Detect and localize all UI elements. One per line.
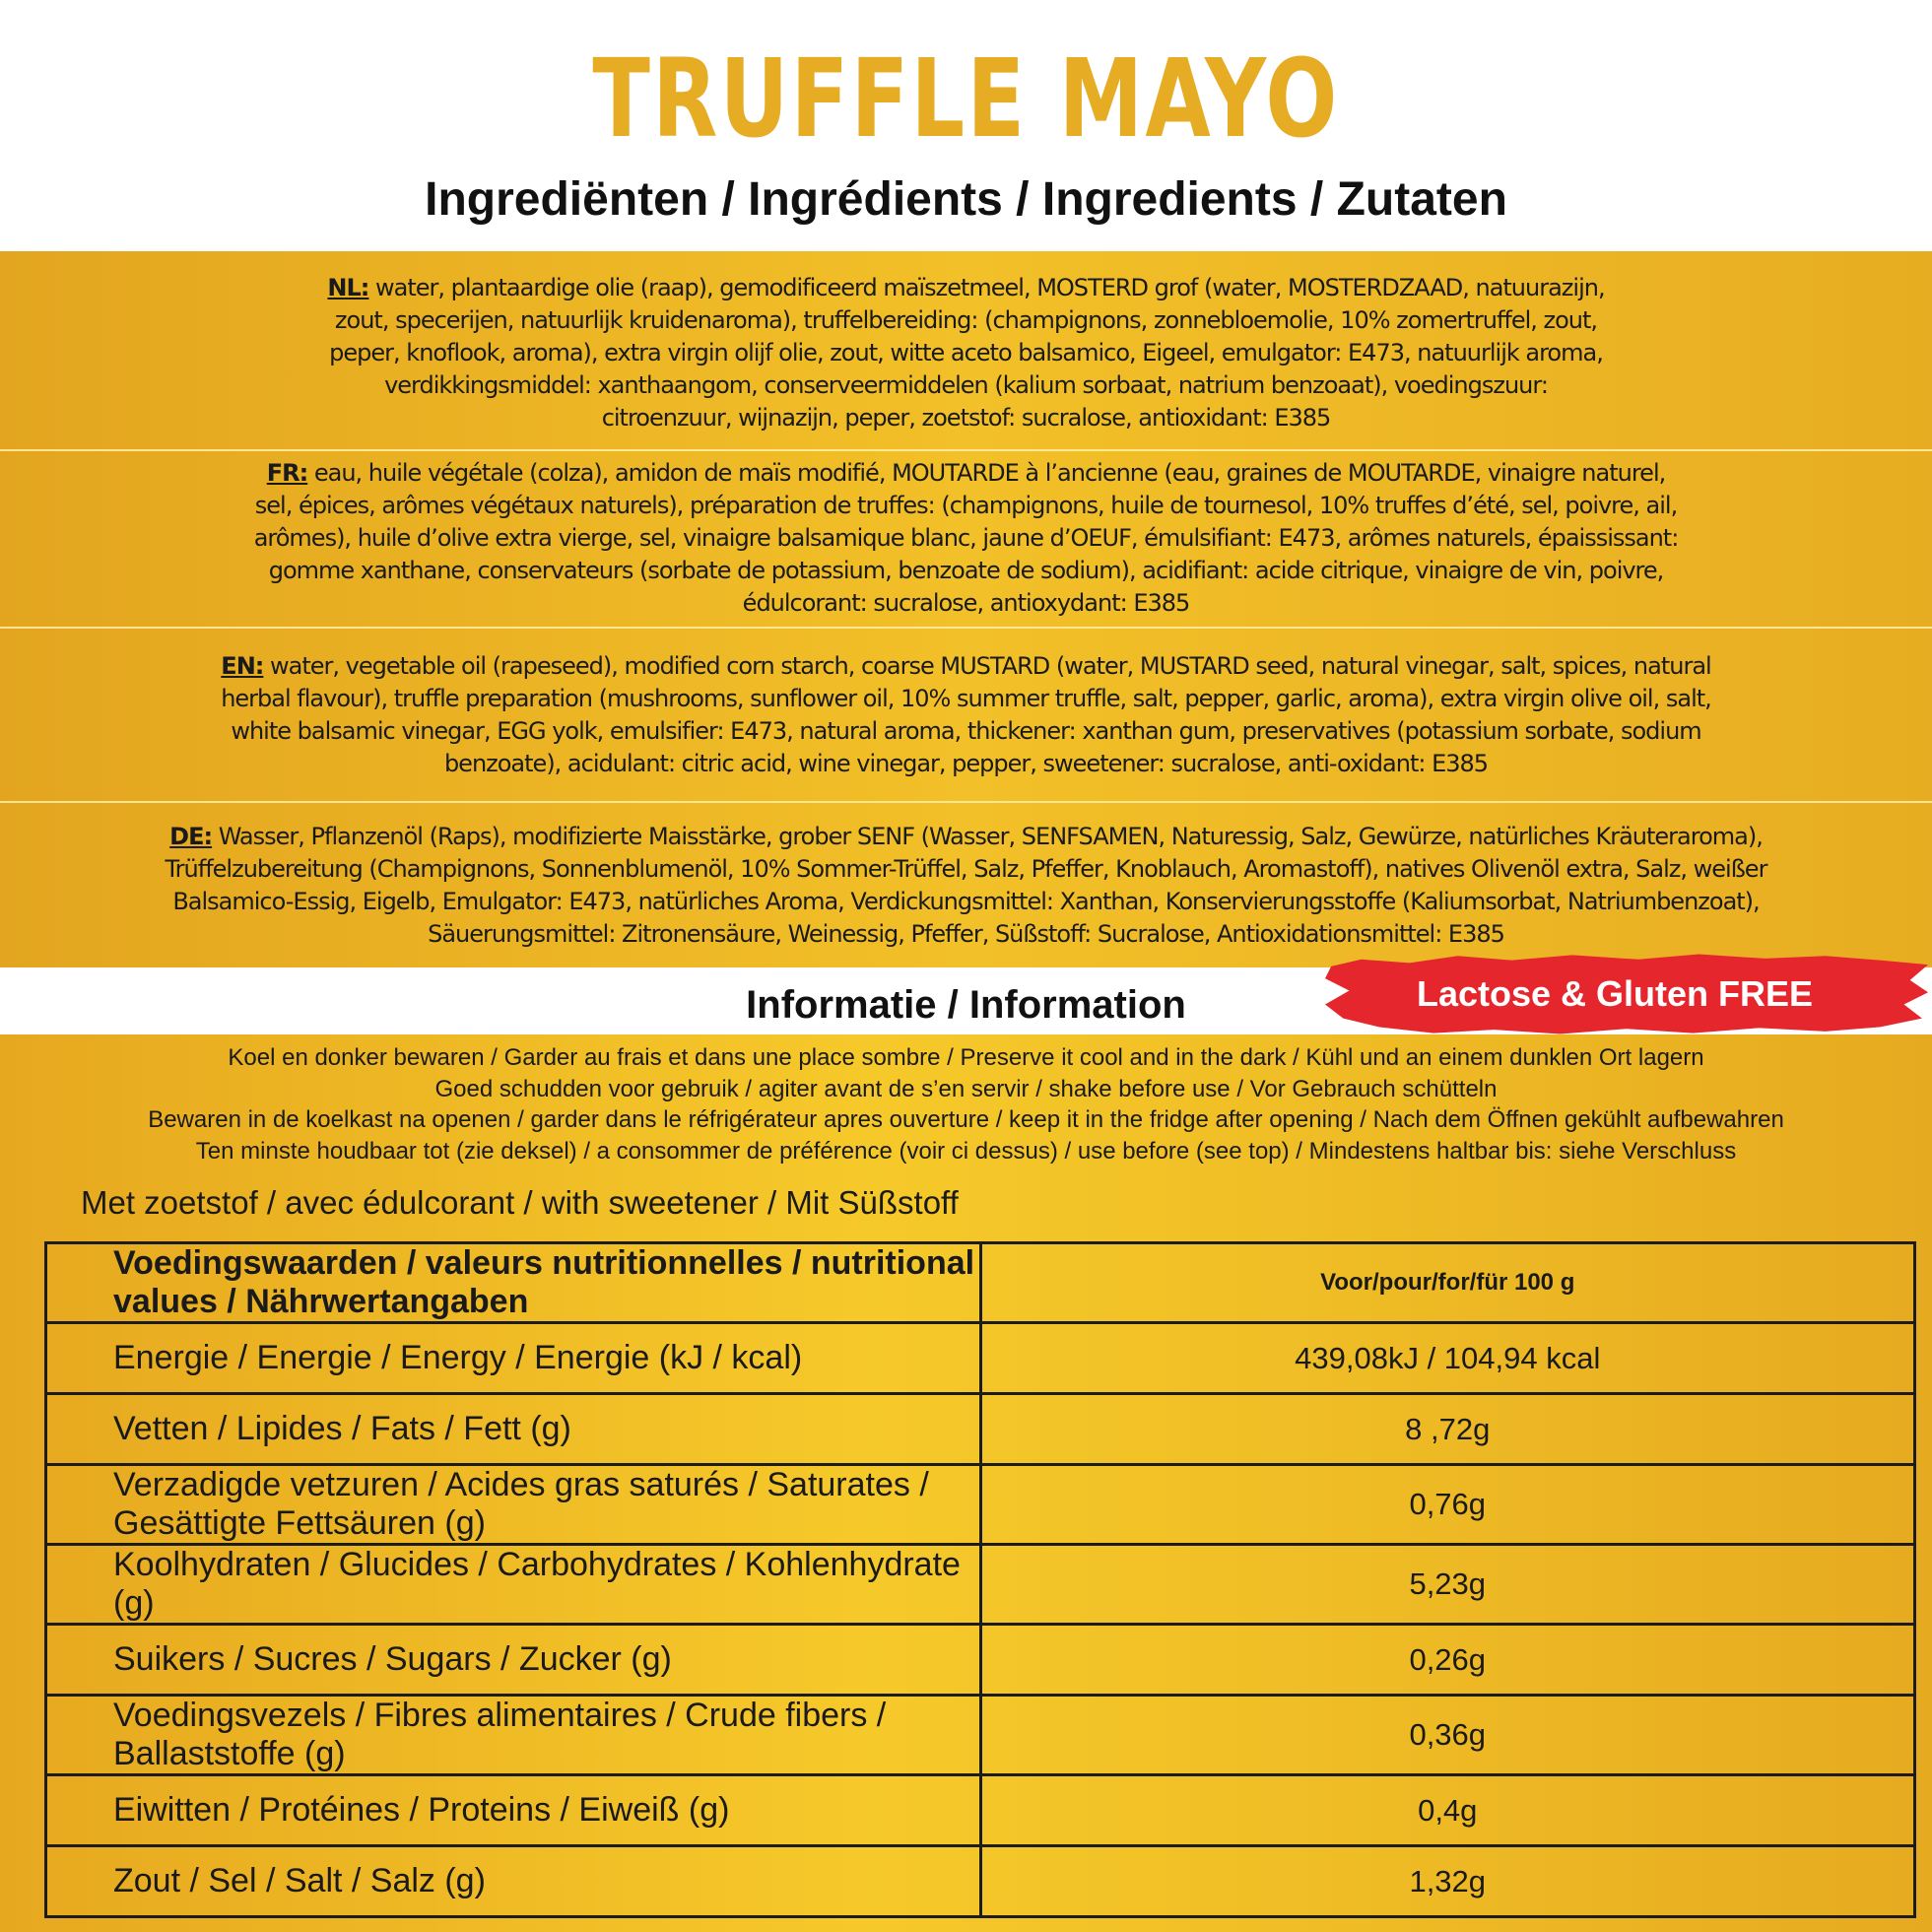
ingredients-heading: Ingrediënten / Ingrédients / Ingredients / Zutaten	[425, 173, 1507, 226]
ingredients-en-line: water, vegetable oil (rapeseed), modified corn starch, coarse MUSTARD (water, MUSTARD seed, natural vinegar, salt, spices, natural	[270, 651, 1711, 680]
nutrition-row	[46, 1775, 1915, 1846]
ingredients-fr	[59, 452, 1873, 625]
ingredients-nl-line: peper, knoflook, aroma), extra virgin olijf olie, zout, witte aceto balsamico, Eigeel, emulgator: E473, natuurlijk aroma,	[329, 338, 1603, 366]
ingredients-fr-line: sel, épices, arômes végétaux naturels), préparation de truffes: (champignons, huile de tournesol, 10% truffes d’été, sel, poivre, ail,	[254, 492, 1678, 519]
nutrition-header-row	[46, 1243, 1915, 1323]
ingredients-fr-line: édulcorant: sucralose, antioxydant: E385	[742, 589, 1190, 617]
badge-label: Lactose & Gluten FREE	[1416, 973, 1814, 1014]
ingredients-fr-line: eau, huile végétale (colza), amidon de maïs modifié, MOUTARDE à l’ancienne (eau, graines de MOUTARDE, vinaigre naturel,	[313, 459, 1666, 487]
nutrition-row	[46, 1323, 1915, 1394]
nutrient-value: 439,08kJ / 104,94 kcal	[980, 1323, 1915, 1394]
ingredients-de-code: DE:	[169, 822, 213, 850]
storage-line: Koel en donker bewaren / Garder au frais et dans une place sombre / Preserve it cool and in the dark / Kühl und an einem dunklen Ort lagern	[228, 1044, 1704, 1071]
nutrient-value: 0,36g	[980, 1696, 1915, 1775]
ingredients-de-line: Wasser, Pflanzenöl (Raps), modifizierte Maisstärke, grober SENF (Wasser, SENFSAMEN, Naturessig, Salz, Gewürze, natürliches Kräuteraroma),	[218, 822, 1763, 850]
ingredients-nl-line: verdikkingsmiddel: xanthaangom, conserveermiddelen (kalium sorbaat, natrium benzoaat), voedingszuur:	[384, 370, 1548, 399]
nutrient-value: 1,32g	[980, 1846, 1915, 1917]
ingredients-en-line: herbal flavour), truffle preparation (mushrooms, sunflower oil, 10% summer truffle, salt, pepper, garlic, aroma), extra virgin olive oil, salt,	[221, 684, 1711, 712]
nutrient-label: Zout / Sel / Salt / Salz (g)	[46, 1846, 981, 1917]
nutrition-table	[44, 1241, 1916, 1918]
ingredients-en-code: EN:	[221, 651, 264, 680]
information-heading: Informatie / Information	[746, 983, 1186, 1027]
ingredients-en	[59, 630, 1873, 800]
nutrition-row	[46, 1846, 1915, 1917]
nutrient-value: 8 ,72g	[980, 1394, 1915, 1465]
nutrient-label: Voedingsvezels / Fibres alimentaires / Crude fibers / Ballaststoffe (g)	[46, 1696, 981, 1775]
nutrient-label: Verzadigde vetzuren / Acides gras saturés / Saturates / Gesättigte Fettsäuren (g)	[46, 1465, 981, 1545]
ingredients-nl-line: zout, specerijen, natuurlijk kruidenaroma), truffelbereiding: (champignons, zonnebloemolie, 10% zomertruffel, zout,	[334, 305, 1598, 334]
nutrition-row	[46, 1394, 1915, 1465]
nutrition-row	[46, 1625, 1915, 1696]
storage-line: Ten minste houdbaar tot (zie deksel) / a consommer de préférence (voir ci dessus) / use before (see top) / Mindestens haltbar bis: siehe Verschluss	[195, 1137, 1737, 1165]
nutrient-value: 0,26g	[980, 1625, 1915, 1696]
ingredients-de-line: Balsamico-Essig, Eigelb, Emulgator: E473, natürliches Aroma, Verdickungsmittel: Xanthan, Konservierungsstoffe (Kaliumsorbat, Natriumbenzoat),	[172, 887, 1760, 915]
nutrition-header-label: Voedingswaarden / valeurs nutritionnelles / nutritional values / Nährwertangaben	[46, 1243, 981, 1323]
nutrition-row	[46, 1696, 1915, 1775]
ingredients-nl-code: NL:	[327, 273, 369, 301]
storage-line: Goed schudden voor gebruik / agiter avant de s’en servir / shake before use / Vor Gebrauch schütteln	[434, 1075, 1498, 1102]
nutrient-value: 0,76g	[980, 1465, 1915, 1545]
product-title: TRUFFLE MAYO	[592, 35, 1340, 162]
nutrition-row	[46, 1545, 1915, 1625]
section-divider	[0, 449, 1932, 451]
ingredients-fr-code: FR:	[266, 459, 308, 487]
ingredients-en-line: white balsamic vinegar, EGG yolk, emulsifier: E473, natural aroma, thickener: xanthan gum, preservatives (potassium sorbate, sodium	[231, 716, 1701, 745]
nutrition-header-value: Voor/pour/for/für 100 g	[980, 1243, 1915, 1323]
sweetener-notice: Met zoetstof / avec édulcorant / with sweetener / Mit Süßstoff	[81, 1184, 959, 1221]
nutrient-value: 0,4g	[980, 1775, 1915, 1846]
nutrition-row	[46, 1465, 1915, 1545]
nutrient-label: Suikers / Sucres / Sugars / Zucker (g)	[46, 1625, 981, 1696]
nutrient-label: Koolhydraten / Glucides / Carbohydrates / Kohlenhydrate (g)	[46, 1545, 981, 1625]
ingredients-fr-line: arômes), huile d’olive extra vierge, sel, vinaigre balsamique blanc, jaune d’OEUF, émulsifiant: E473, arômes naturels, épaississant:	[253, 524, 1679, 552]
ingredients-nl-line: water, plantaardige olie (raap), gemodificeerd maïszetmeel, MOSTERD grof (water, MOSTERDZAAD, natuurazijn,	[375, 273, 1605, 301]
section-divider	[0, 627, 1932, 629]
ingredients-nl-line: citroenzuur, wijnazijn, peper, zoetstof: sucralose, antioxidant: E385	[601, 403, 1331, 432]
ingredients-nl	[59, 259, 1873, 446]
ingredients-de-line: Trüffelzubereitung (Champignons, Sonnenblumenöl, 10% Sommer-Trüffel, Salz, Pfeffer, Knoblauch, Aromastoff), natives Olivenöl extra, Salz, weißer	[165, 854, 1767, 883]
section-divider	[0, 801, 1932, 803]
ingredients-de	[59, 805, 1873, 966]
storage-instructions	[0, 1042, 1932, 1166]
nutrient-value: 5,23g	[980, 1545, 1915, 1625]
nutrient-label: Vetten / Lipides / Fats / Fett (g)	[46, 1394, 981, 1465]
ingredients-fr-line: gomme xanthane, conservateurs (sorbate de potassium, benzoate de sodium), acidifiant: acide citrique, vinaigre de vin, poivre,	[268, 557, 1664, 584]
nutrient-label: Eiwitten / Protéines / Proteins / Eiweiß (g)	[46, 1775, 981, 1846]
storage-line: Bewaren in de koelkast na openen / garder dans le réfrigérateur apres ouverture / keep it in the fridge after opening / Nach dem Öffnen gekühlt aufbewahren	[148, 1106, 1784, 1133]
nutrient-label: Energie / Energie / Energy / Energie (kJ / kcal)	[46, 1323, 981, 1394]
ingredients-en-line: benzoate), acidulant: citric acid, wine vinegar, pepper, sweetener: sucralose, anti-oxidant: E385	[443, 749, 1489, 777]
ingredients-de-line: Säuerungsmittel: Zitronensäure, Weinessig, Pfeffer, Süßstoff: Sucralose, Antioxidationsmittel: E385	[428, 919, 1504, 948]
